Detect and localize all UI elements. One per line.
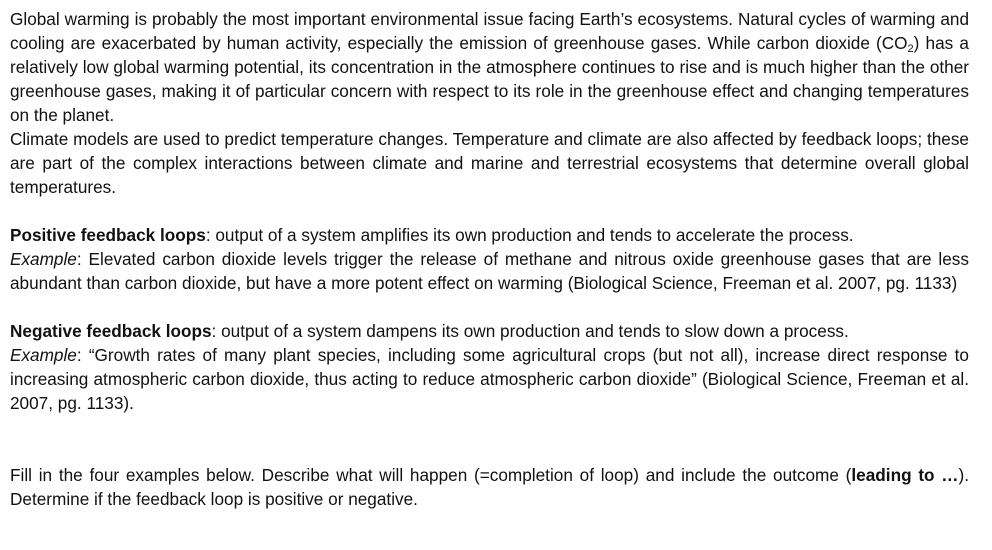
negative-example-label: Example xyxy=(10,345,77,365)
co2-subscript: 2 xyxy=(907,43,914,55)
intro-text-b: ) has a relatively low global warming potential, its concentration in the atmosphere continues to rise and is much higher than the other greenhouse gases, making it of particular concern with respect to its role in the greenhouse effect and changing temperatures on the planet. xyxy=(10,33,969,125)
negative-example-text: : “Growth rates of many plant species, including some agricultural crops (but not all), increase direct response to increasing atmospheric carbon dioxide, thus acting to reduce atmospheric carbon dioxide” (Biological Science, Freeman et al. 2007, pg. 1133). xyxy=(10,345,969,413)
instructions-text-a: Fill in the four examples below. Describe what will happen (=completion of loop) and include the outcome ( xyxy=(10,465,852,485)
spacer xyxy=(10,415,969,463)
intro-text-a: Global warming is probably the most important environmental issue facing Earth’s ecosystems. Natural cycles of warming and cooling are exacerbated by human activity, especially the emission of greenhouse gases. While carbon dioxide (CO xyxy=(10,9,969,53)
negative-feedback-paragraph xyxy=(10,319,969,415)
positive-example-text: : Elevated carbon dioxide levels trigger the release of methane and nitrous oxide greenhouse gases that are less abundant than carbon dioxide, but have a more potent effect on warming (Biological Science, Freeman et al. 2007, pg. 1133) xyxy=(10,249,969,293)
instructions-text-b: ). Determine if the feedback loop is positive or negative. xyxy=(10,465,969,509)
negative-feedback-term: Negative feedback loops xyxy=(10,321,212,341)
instructions-paragraph xyxy=(10,463,969,511)
positive-example-label: Example xyxy=(10,249,77,269)
climate-models-paragraph: Climate models are used to predict temperature changes. Temperature and climate are also affected by feedback loops; these are part of the complex interactions between climate and marine and terrestrial ecosystems that determine overall global temperatures. xyxy=(10,129,969,197)
instructions-bold: leading to … xyxy=(851,465,959,485)
negative-feedback-definition: : output of a system dampens its own production and tends to slow down a process. xyxy=(211,321,849,341)
positive-feedback-definition: : output of a system amplifies its own production and tends to accelerate the process. xyxy=(205,225,854,245)
intro-paragraph xyxy=(10,7,969,127)
positive-feedback-term: Positive feedback loops xyxy=(10,225,206,245)
positive-feedback-paragraph xyxy=(10,223,969,295)
spacer xyxy=(10,295,969,319)
spacer xyxy=(10,199,969,223)
